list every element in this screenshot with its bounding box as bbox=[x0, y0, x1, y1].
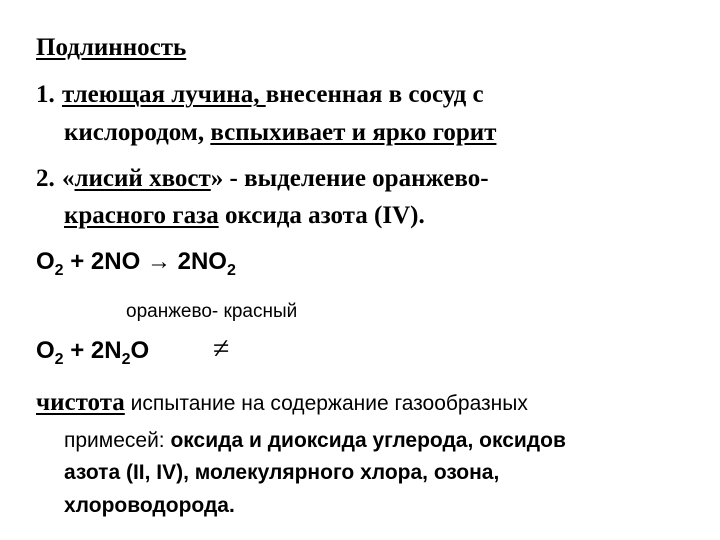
item-2-rest: » - выделение оранжево- bbox=[210, 165, 489, 192]
item-2-line-2-rest: оксида азота (IV). bbox=[218, 202, 425, 229]
purity-text-2-bold: оксида и диоксида углерода, оксидов bbox=[170, 429, 566, 452]
item-1-line-1 bbox=[36, 80, 484, 110]
purity-line-4: хлороводорода. bbox=[64, 494, 235, 517]
heading-authenticity: Подлинность bbox=[36, 34, 187, 61]
item-2-underlined: лисий хвост bbox=[74, 165, 211, 192]
reaction-1-o-sub: 2 bbox=[54, 262, 64, 279]
item-1-number: 1. bbox=[36, 81, 55, 108]
reaction-1-note: оранжево- красный bbox=[126, 301, 298, 322]
reaction-2-end: O bbox=[130, 337, 150, 364]
reaction-2-n-sub: 2 bbox=[121, 351, 131, 368]
purity-term: чистота bbox=[36, 389, 125, 416]
reaction-2 bbox=[36, 336, 149, 366]
item-1-line-2 bbox=[64, 118, 496, 148]
purity-line-2 bbox=[64, 425, 566, 456]
item-2-quote-open: « bbox=[62, 165, 75, 192]
item-1-line-2-plain: кислородом, bbox=[64, 119, 211, 146]
purity-text-1: испытание на содержание газообразных bbox=[124, 392, 528, 415]
reaction-2-o: O bbox=[36, 337, 55, 364]
reaction-2-o-sub: 2 bbox=[54, 351, 64, 368]
item-2-line-2 bbox=[64, 201, 425, 231]
item-1-rest: внесенная в сосуд с bbox=[265, 81, 484, 108]
reaction-2-middle: + 2N bbox=[63, 337, 122, 364]
reaction-1-middle: + 2NO → 2NO bbox=[63, 248, 227, 275]
purity-line-3: азота (II, IV), молекулярного хлора, озона, bbox=[64, 461, 500, 484]
reaction-1-product-sub: 2 bbox=[226, 262, 236, 279]
item-2-line-1 bbox=[36, 164, 489, 194]
item-2-number: 2. bbox=[36, 165, 55, 192]
item-2-line-2-underlined: красного газа bbox=[64, 202, 219, 229]
item-1-underlined: тлеющая лучина, bbox=[62, 81, 266, 108]
purity-line-1 bbox=[36, 388, 528, 418]
purity-text-2-plain: примесей: bbox=[64, 429, 171, 452]
item-1-line-2-underlined: вспыхивает и ярко горит bbox=[210, 119, 497, 146]
reaction-1-o: O bbox=[36, 248, 55, 275]
reaction-1 bbox=[36, 247, 236, 277]
not-equal-sign: ≠ bbox=[213, 332, 230, 365]
